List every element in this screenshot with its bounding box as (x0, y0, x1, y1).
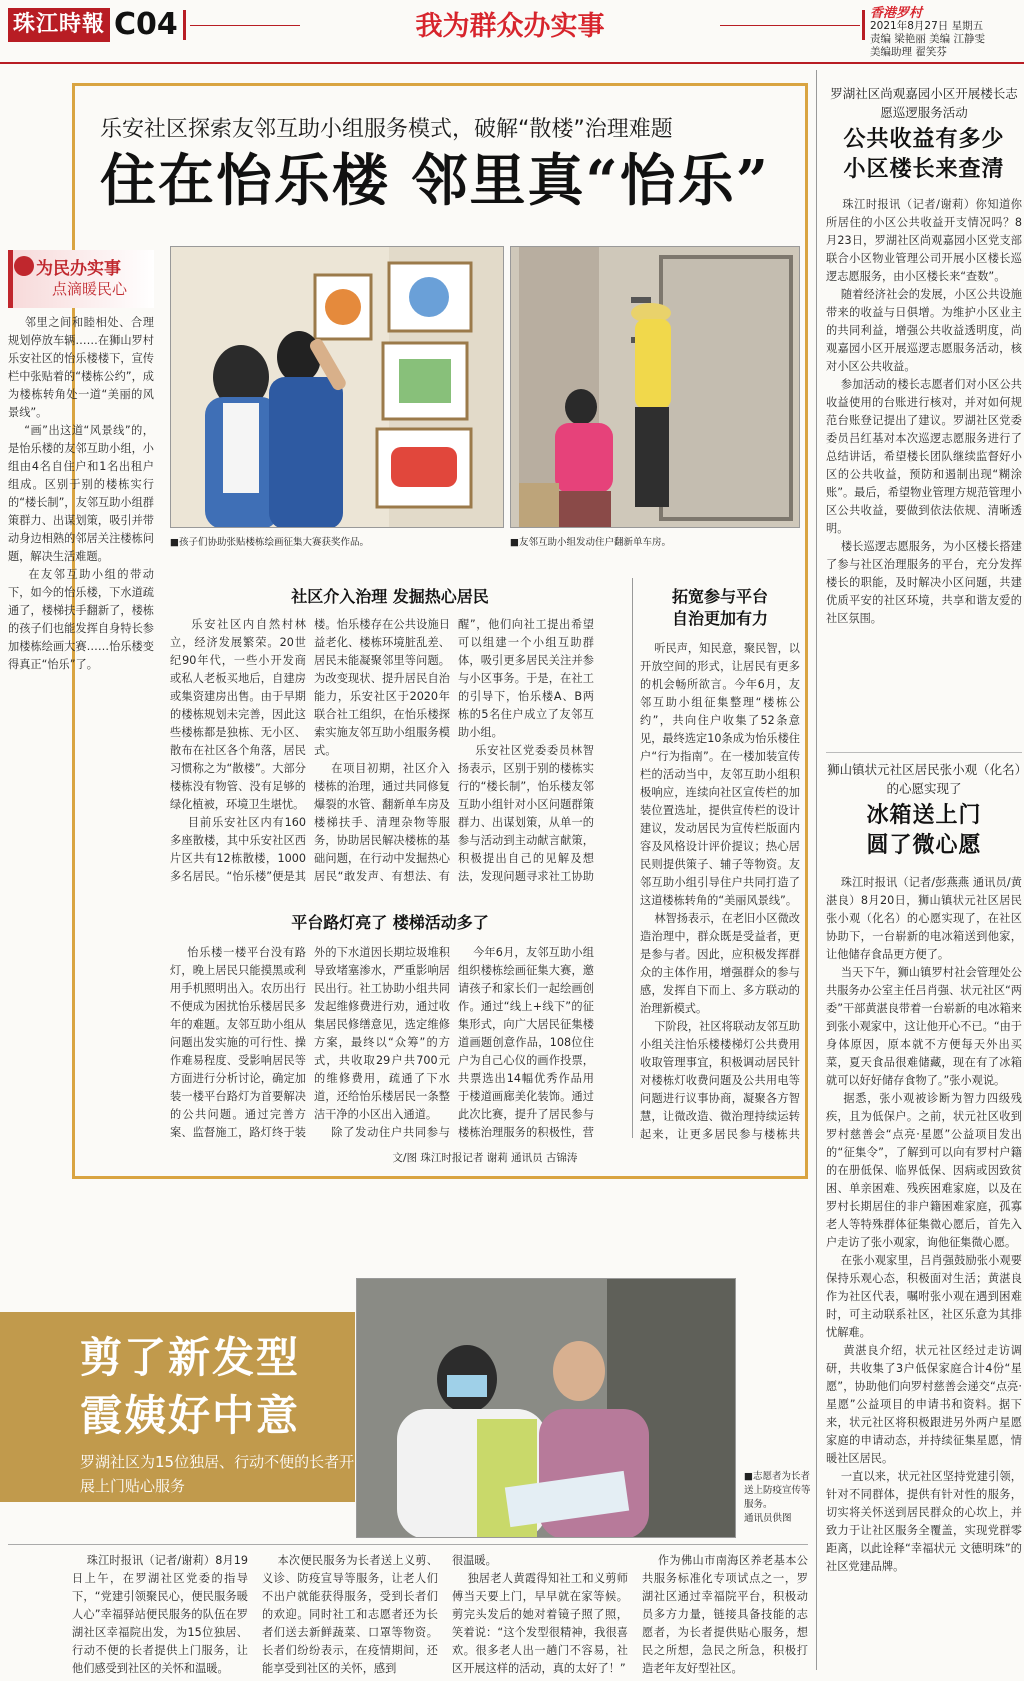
article-lead-text: 邻里之间和睦相处、合理规划停放车辆……在狮山罗村乐安社区的怡乐楼楼下，宣传栏中张贴着的“楼栋公约”，成为楼栋转角处一道“美丽的风景线”。 “画”出这道“风景线”的，是怡乐楼的友邻互助小组，小组由4名自住户和1名出租户组成。区别于别的楼栋实行的“楼长制”，友邻互助小组群策群力、出谋划策，吸引并带动身边相熟的邻居关注楼栋问题，解决生活难题。 在友邻互助小组的带动下，如今的怡乐楼，下水道疏通了，楼梯扶手翻新了，楼栋的孩子们也能发挥自身特长参加楼栋绘画大赛……怡乐楼变得真正“怡乐”了。 (8, 316, 154, 671)
section1-column2: 楼。怡乐楼存在公共设施日益老化、楼栋环境脏乱差、居民未能凝聚邻里等问题。为改变现状、提升居民自治能力，乐安社区于2020年联合社工组织，在怡乐楼探索实施友邻互助小组服务模式。 在项目初期，社区介入楼栋的治理，通过共同修复爆裂的水管、翻新单车房及楼梯扶手、清理杂物等服务，协助居民解决楼栋的基础问题，在行动中发掘热心居民“敢发声、有想法、有 (314, 618, 450, 883)
section-brand: 香港罗村 (870, 6, 923, 21)
section-heading-1: 社区介入治理 发掘热心居民 (291, 587, 489, 606)
section-heading-3: 平台路灯亮了 楼梯活动多了 (291, 913, 489, 932)
feature-column4: 作为佛山市南海区养老基本公共服务标准化专项试点之一，罗湖社区通过幸福院平台，积极动员多方力量，链接具备技能的志愿者，为长者提供贴心服务，想民之所想，急民之所急，积极打造老年友好型社区。 (642, 1554, 808, 1675)
header-rule-left (190, 25, 300, 26)
feature-separator (8, 1544, 808, 1545)
section1-column3: 醒”，他们向社工提出希望可以组建一个小组互助群体，吸引更多居民关注并参与小区事务。于是，在社工的引导下，怡乐楼A、B两栋的5名住户成立了友邻互助小组。 乐安社区党委委员林智扬表示，区别于别的楼栋实行的“楼长制”，怡乐楼友邻互助小组针对小区问题群策群力、出谋划策，从单一的参与活动到主动献言献策，积极提出自己的见解及想法，发现问题寻求社工协助 (458, 618, 594, 883)
feature-title-line1: 剪了新发型 (80, 1333, 301, 1382)
campaign-badge-line1: 为民办实事 (36, 259, 121, 279)
photo-illustration (511, 247, 800, 528)
section3-column1: 怡乐楼一楼平台没有路灯，晚上居民只能摸黑或利用手机照明出入。农历出行不便成为困扰怡乐楼居民多年的难题。友邻互助小组从问题出发实施的可行性、操作难易程度、受影响居民等方面进行分析讨论，确定加装一楼平台路灯为首要解决的公共问题。通过完善方案、监督施工，路灯终于装 (170, 946, 306, 1139)
photo-residents-renovating-bike-room (510, 246, 800, 528)
right-article1-body: 珠江时报讯（记者/谢莉）你知道你所居住的小区公共收益开支情况吗？8月23日，罗湖社区尚观嘉园小区党支部联合小区物业管理公司开展小区楼长巡逻志愿服务，由小区楼长来“查数”。 随着经济社会的发展，小区公共设施带来的收益与日俱增。为维护小区业主的共同利益，增强公共收益透明度，尚观嘉园小区开展巡逻志愿服务活动，核对小区公共收益。 参加活动的楼长志愿者们对小区公共收益使用的台账进行核对，并对如何规范台账登记提出了建议。罗湖社区党委委员吕红基对本次巡逻志愿服务进行了总结讲话，希望楼长团队继续监督好小区的公共收益，预防和遏制出现“糊涂账”。最后，希望物业管理方规范管理小区公共收益，要做到依法依规、清晰透明。 楼长巡逻志愿服务，为小区楼长搭建了参与社区治理服务的平台，充分发挥楼长的职能，及时解决小区问题，共建优质平安的社区环境，共享和谐友爱的社区氛围。 (826, 198, 1022, 625)
photo-volunteer-with-elder (356, 1278, 736, 1538)
feature-column3: 很温暖。 独居老人黄霞得知社工和义剪师傅当天要上门，早早就在家等候。剪完头发后的她对着镜子照了照，笑着说：“这个发型很精神，我很喜欢。很多老人出一趟门不容易，社区开展这样的活动，真的太好了！” (452, 1554, 628, 1675)
section3-column3: 今年6月，友邻互助小组组织楼栋绘画征集大赛，邀请孩子和家长们一起绘画创作。通过“线上+线下”的征集形式，向广大居民征集楼道画题创意作品，108位住户为自己心仪的画作投票，共票选出14幅优秀作品用于楼道画廊美化装饰。通过此次比赛，提升了居民参与楼栋治理服务的积极性，营 (458, 946, 594, 1139)
photo-illustration (357, 1279, 736, 1538)
header-divider (183, 10, 186, 40)
column-divider (632, 578, 633, 1138)
right-column-divider (816, 70, 817, 1670)
photo-illustration (171, 247, 504, 528)
section-heading-2a: 拓宽参与平台 (671, 587, 768, 606)
newspaper-logo: 珠江時報 (8, 8, 110, 42)
right-article-separator (826, 752, 1022, 753)
section-heading-2b: 自治更加有力 (671, 609, 768, 628)
feature-column1: 珠江时报讯（记者/谢莉）8月19日上午，在罗湖社区党委的指导下，“党建引领聚民心，便民服务暖人心”幸福驿站便民服务的队伍在罗湖社区幸福院出发，为15位独居、行动不便的长者提供上门服务，让他们感受到社区的关怀和温暖。 (72, 1554, 248, 1675)
page-number: C04 (114, 7, 178, 42)
section2-body: 听民声，知民意，聚民智，以开放空间的形式，让居民有更多的机会畅所欲言。今年6月，友邻互助小组征集整理“楼栋公约”，共向住户收集了52条意见，最终选定10条成为怡乐楼住户“行为指南”。在一楼加装宣传栏的活动当中，友邻互助小组积极响应，连续向社区宣传栏的加装位置选址，提供宣传栏的设计建议，发动居民为宣传栏版面内容及风格设计评价提议；热心居民则提供策子、辅子等物资。友邻互助小组引导住户共同打造了这道楼栋转角的“美丽风景线”。 林智扬表示，在老旧小区微改造治理中，群众既是受益者，更是参与者。因此，应积极发挥群众的主体作用，增强群众的参与感，发挥自下而上、多方联动的治理新模式。 下阶段，社区将联动友邻互助小组关注怡乐楼楼梯灯公共费用收取管理事宜，积极调动居民针对楼栋灯收费问题及公共用电等问题进行议事协商，凝聚各方智慧，让微改造、微治理持续运转起来，让更多居民参与楼栋共 (640, 642, 800, 1140)
assistant-credit: 美编助理 翟笑芬 (870, 46, 947, 58)
right-article2-title: 冰箱送上门 圆了微心愿 (866, 802, 982, 858)
column-title: 我为群众办实事 (415, 11, 605, 42)
main-article-byline: 文/图 珠江时报记者 谢莉 通讯员 古锦涛 (392, 1152, 578, 1164)
party-emblem-icon (14, 256, 34, 276)
editors-credit: 责编 梁艳丽 美编 江静雯 (870, 33, 986, 45)
main-article-title: 住在怡乐楼 邻里真“怡乐” (100, 148, 770, 214)
photo2-caption: ■友邻互助小组发动住户翻新单车房。 (510, 537, 671, 548)
feature-subtitle: 罗湖社区为15位独居、行动不便的长者开展上门贴心服务 (80, 1453, 355, 1495)
feature-title-line2: 霞姨好中意 (80, 1391, 301, 1440)
section3-column2: 外的下水道因长期垃圾堆积导致堵塞渗水，严重影响居民出行。社工协助小组共同发起维修费进行劝，通过收集居民修缮意见，选定维修方案，最终以“众筹”的方式，共收取29户共700元的维修费用，疏通了下水道，还给怡乐楼居民一条整洁干净的小区出入通道。 除了发动住户共同参与 (314, 946, 450, 1139)
right-article2-kicker: 狮山镇状元社区居民张小观（化名）的心愿实现了 (827, 762, 1021, 796)
photo3-caption: ■志愿者为长者送上防疫宣传等服务。 通讯员供图 (744, 1471, 811, 1524)
right-article2-body: 珠江时报讯（记者/彭燕燕 通讯员/黄湛良）8月20日，狮山镇状元社区居民张小观（化名）的心愿实现了，在社区协助下，一台崭新的电冰箱送到他家，让他储存食品更方便了。 当天下午，狮山镇罗村社会管理处公共服务办公室主任吕肖强、状元社区“两委”干部黄湛良带着一台崭新的电冰箱来到张小观家中，这让他开心不已。“由于身体原因，原本就不方便每天外出买菜，夏天食品很难储藏，现在有了冰箱就可以好好储存食物了。”张小观说。 据悉，张小观被诊断为智力四级残疾，且为低保户。之前，状元社区收到罗村慈善会“点亮·星愿”公益项目发出的“征集令”，了解到可以向有罗村户籍的在册低保、临界低保、因病或因致贫困、单亲困难、残疾困难家庭，以及在罗村长期居住的非户籍困难家庭，孤寡老人等特殊群体征集微心愿后，首先入户走访了张小观家，询他征集微心愿。 在张小观家里，吕肖强鼓励张小观要保持乐观心态，积极面对生活；黄湛良作为社区代表，嘱咐张小观在遇到困难时，可主动联系社区，社区乐意为其排忧解难。 黄湛良介绍，状元社区经过走访调研，共收集了3户低保家庭合计4份“星愿”，协助他们向罗村慈善会递交“点亮·星愿”公益项目的申请书和资料。据下来，状元社区将积极跟进另外两户星愿家庭的申请动态，并持续征集星愿，情暖社区居民。 一直以来，状元社区坚持党建引领，针对不同群体，提供有针对性的服务，切实将关怀送到居民群众的心坎上，并致力于让社区服务全覆盖，实现党群零距离，以此诠释“幸福状元 文德明珠”的社区党建品牌。 (826, 876, 1022, 1573)
header-rule-right (720, 25, 860, 26)
right-article1-kicker: 罗湖社区尚观嘉园小区开展楼长志愿巡逻服务活动 (830, 86, 1018, 120)
right-article1-title: 公共收益有多少 小区楼长来查清 (843, 126, 1005, 182)
photo1-caption: ■孩子们协助张贴楼栋绘画征集大赛获奖作品。 (170, 537, 369, 548)
header-divider (862, 10, 865, 40)
feature-column2: 本次便民服务为长者送上义剪、义诊、防疫宣导等服务，让老人们不出户就能获得服务，受到长者们的欢迎。同时社工和志愿者还为长者们送去新鲜蔬菜、口罩等物资。长者们纷纷表示，在疫情期间，还能享受到社区的关怀，感到 (262, 1554, 438, 1675)
issue-date: 2021年8月27日 星期五 (870, 20, 984, 32)
header-rule (0, 62, 1024, 64)
campaign-badge-line2: 点滴暖民心 (52, 280, 128, 298)
section1-column1: 乐安社区内自然村林立，经济发展繁荣。20世纪90年代，一些小开发商或私人老板买地后，自建房或集资建房出售。由于早期的楼栋规划未完善，因此这些楼栋都是独栋、无小区、散布在社区各个角落，居民习惯称之为“散楼”。大部分楼栋没有物管、没有足够的绿化植被，环境卫生堪忧。 目前乐安社区内有160多座散楼，其中乐安社区西片区共有12栋散楼，1000多名居民。“怡乐楼”便是其 (170, 618, 306, 883)
main-article-kicker: 乐安社区探索友邻互助小组服务模式，破解“散楼”治理难题 (100, 117, 673, 142)
photo-children-posting-artwork (170, 246, 504, 528)
